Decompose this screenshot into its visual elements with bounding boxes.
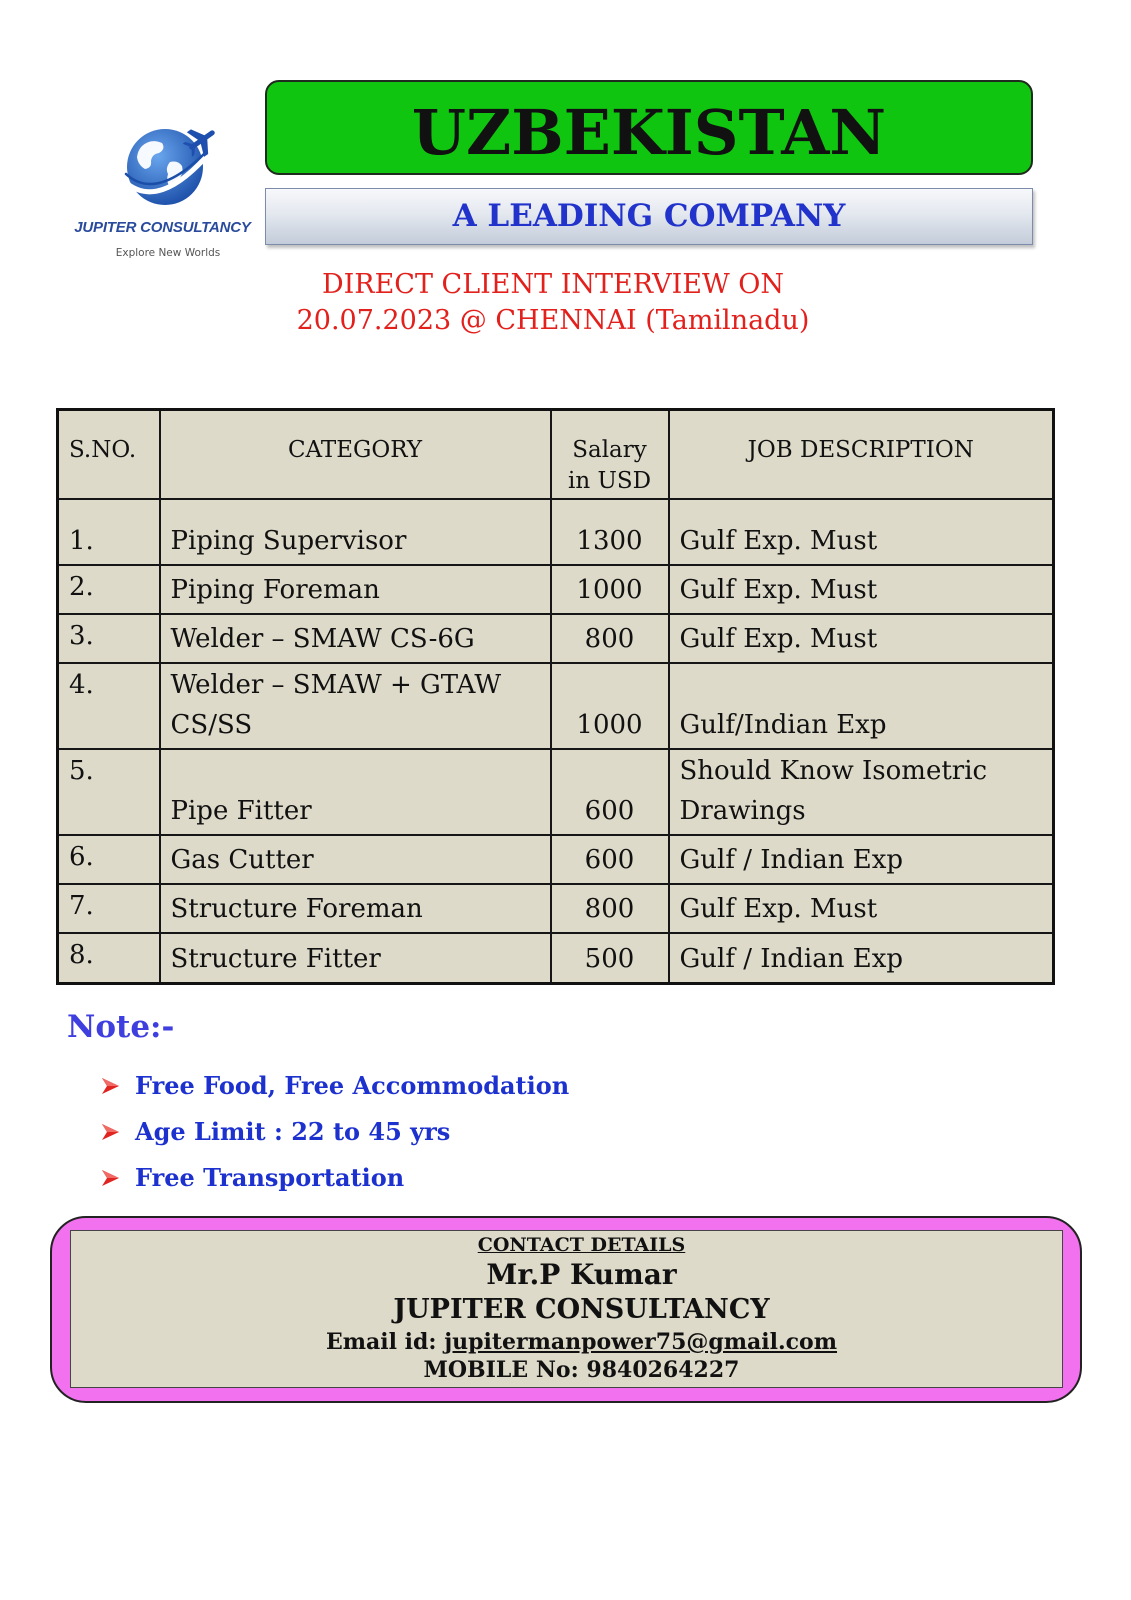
cell-category: Structure Foreman bbox=[160, 884, 551, 933]
subtitle-text: A LEADING COMPANY bbox=[452, 198, 846, 234]
table-row bbox=[58, 933, 1054, 984]
cell-salary: 1000 bbox=[551, 565, 669, 614]
interview-info bbox=[153, 267, 953, 339]
cell-sno: 7. bbox=[58, 884, 160, 933]
cell-salary: 1000 bbox=[551, 663, 669, 749]
arrow-bullet-icon bbox=[100, 1109, 135, 1155]
jobs-table bbox=[56, 408, 1055, 985]
logo-company-name: JUPITER CONSULTANCY bbox=[74, 219, 251, 236]
table-row bbox=[58, 663, 1054, 749]
header-salary-line-1: Salary bbox=[572, 437, 647, 463]
cell-salary: 500 bbox=[551, 933, 669, 984]
list-item bbox=[100, 1063, 569, 1109]
table-row bbox=[58, 499, 1054, 565]
header-salary-line-2: in USD bbox=[567, 468, 652, 494]
list-item bbox=[100, 1109, 569, 1155]
table-header-row bbox=[58, 410, 1054, 499]
cell-sno: 4. bbox=[58, 663, 160, 749]
cell-category: Piping Supervisor bbox=[160, 499, 551, 565]
cell-salary: 600 bbox=[551, 835, 669, 884]
contact-mobile-line bbox=[101, 1357, 1062, 1383]
interview-line-2: 20.07.2023 @ CHENNAI (Tamilnadu) bbox=[296, 305, 810, 336]
mobile-label: MOBILE No: bbox=[423, 1357, 579, 1383]
cell-category: Structure Fitter bbox=[160, 933, 551, 984]
header-description: JOB DESCRIPTION bbox=[669, 410, 1054, 499]
contact-person: Mr.P Kumar bbox=[486, 1258, 677, 1291]
cell-sno: 8. bbox=[58, 933, 160, 984]
cell-salary: 800 bbox=[551, 884, 669, 933]
globe-plane-icon bbox=[120, 122, 220, 212]
cell-description: Should Know Isometric Drawings bbox=[669, 749, 1054, 835]
header-sno: S.NO. bbox=[58, 410, 160, 499]
cell-description: Gulf Exp. Must bbox=[669, 565, 1054, 614]
country-banner bbox=[265, 80, 1033, 175]
cell-category: Piping Foreman bbox=[160, 565, 551, 614]
cell-category: Welder – SMAW + GTAW CS/SS bbox=[160, 663, 551, 749]
cell-category: Gas Cutter bbox=[160, 835, 551, 884]
cell-salary: 1300 bbox=[551, 499, 669, 565]
table-row bbox=[58, 565, 1054, 614]
cell-category: Welder – SMAW CS-6G bbox=[160, 614, 551, 663]
arrow-bullet-icon bbox=[100, 1063, 135, 1109]
cell-salary: 600 bbox=[551, 749, 669, 835]
interview-line-1: DIRECT CLIENT INTERVIEW ON bbox=[321, 269, 785, 300]
header-category: CATEGORY bbox=[160, 410, 551, 499]
email-label: Email id: bbox=[325, 1329, 437, 1355]
arrow-bullet-icon bbox=[100, 1155, 135, 1201]
contact-heading: CONTACT DETAILS bbox=[477, 1234, 686, 1256]
contact-box bbox=[70, 1230, 1063, 1388]
contact-company: JUPITER CONSULTANCY bbox=[393, 1294, 770, 1325]
cell-sno: 3. bbox=[58, 614, 160, 663]
cell-description: Gulf / Indian Exp bbox=[669, 835, 1054, 884]
note-item-text: Age Limit : 22 to 45 yrs bbox=[135, 1117, 451, 1146]
cell-description: Gulf/Indian Exp bbox=[669, 663, 1054, 749]
note-title: Note:- bbox=[67, 1009, 175, 1045]
cell-description: Gulf / Indian Exp bbox=[669, 933, 1054, 984]
email-link[interactable]: jupitermanpower75@gmail.com bbox=[444, 1329, 838, 1355]
cell-sno: 5. bbox=[58, 749, 160, 835]
contact-email-line bbox=[101, 1329, 1062, 1355]
cell-description: Gulf Exp. Must bbox=[669, 884, 1054, 933]
table-row bbox=[58, 749, 1054, 835]
cell-salary: 800 bbox=[551, 614, 669, 663]
country-title: UZBEKISTAN bbox=[411, 96, 887, 169]
cell-sno: 2. bbox=[58, 565, 160, 614]
note-item-text: Free Food, Free Accommodation bbox=[135, 1071, 570, 1100]
cell-category: Pipe Fitter bbox=[160, 749, 551, 835]
header-salary bbox=[551, 410, 669, 499]
cell-sno: 6. bbox=[58, 835, 160, 884]
cell-sno: 1. bbox=[58, 499, 160, 565]
cell-description: Gulf Exp. Must bbox=[669, 614, 1054, 663]
list-item bbox=[100, 1155, 569, 1201]
table-row bbox=[58, 614, 1054, 663]
mobile-number: 9840264227 bbox=[586, 1357, 740, 1383]
table-row bbox=[58, 835, 1054, 884]
logo-tagline: Explore New Worlds bbox=[115, 247, 221, 259]
note-item-text: Free Transportation bbox=[135, 1163, 405, 1192]
table-row bbox=[58, 884, 1054, 933]
subtitle-banner bbox=[265, 188, 1033, 245]
cell-description: Gulf Exp. Must bbox=[669, 499, 1054, 565]
note-list bbox=[100, 1063, 569, 1201]
